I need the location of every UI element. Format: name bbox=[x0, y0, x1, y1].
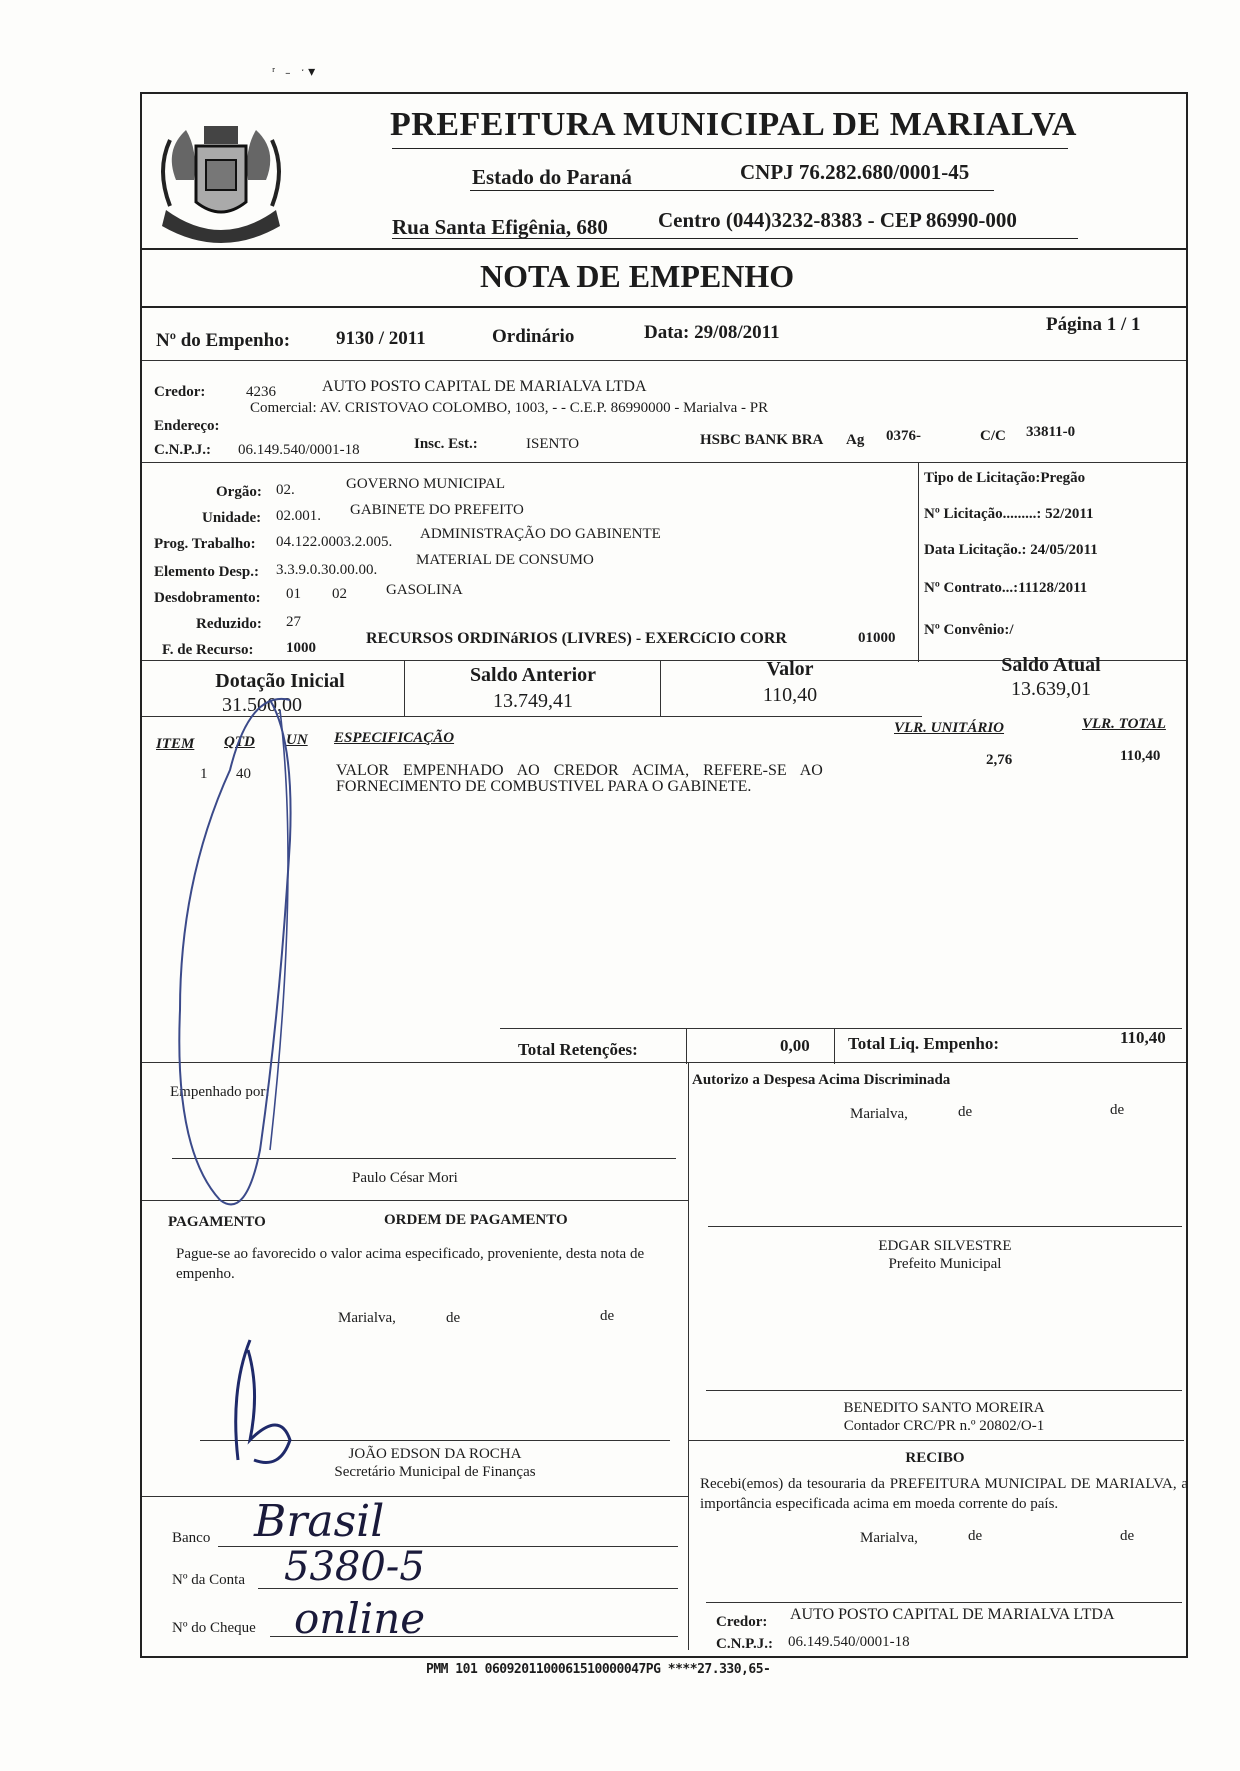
prog-label: Prog. Trabalho: bbox=[154, 536, 256, 552]
col-un: UN bbox=[286, 732, 308, 748]
desd-code-2: 02 bbox=[332, 586, 347, 602]
agency-number: 0376- bbox=[886, 428, 921, 444]
total-liq-value: 110,40 bbox=[1120, 1028, 1166, 1047]
doc-title: NOTA DE EMPENHO bbox=[480, 258, 795, 294]
valor-label: Valor bbox=[766, 658, 814, 680]
recibo-place: Marialva, bbox=[860, 1530, 918, 1546]
saldo-anterior-value: 13.749,41 bbox=[493, 690, 573, 712]
numero-convenio: Nº Convênio:/ bbox=[924, 622, 1014, 638]
saldo-anterior-label: Saldo Anterior bbox=[469, 664, 597, 686]
pagamento-text: Pague-se ao favorecido o valor acima especificado, proveniente, desta nota de empenho. bbox=[176, 1246, 645, 1282]
accountant-title: Contador CRC/PR n.º 20802/O-1 bbox=[843, 1418, 1045, 1434]
contact-line: Centro (044)3232-8383 - CEP 86990-000 bbox=[658, 208, 1017, 232]
unidade-name: GABINETE DO PREFEITO bbox=[350, 502, 524, 518]
pagamento-de-1: de bbox=[446, 1310, 461, 1326]
total-liq-label: Total Liq. Empenho: bbox=[848, 1034, 999, 1053]
autorizo-de-2: de bbox=[1110, 1102, 1125, 1118]
reduzido-label: Reduzido: bbox=[196, 616, 262, 632]
valor-value: 110,40 bbox=[762, 684, 818, 706]
credor-name: AUTO POSTO CAPITAL DE MARIALVA LTDA bbox=[322, 378, 647, 395]
page-mark: ʳ ˗ ˑ ▾ bbox=[272, 65, 316, 80]
empenhado-name: Paulo César Mori bbox=[352, 1170, 458, 1186]
pagamento-de-2: de bbox=[600, 1308, 615, 1324]
saldo-atual-value: 13.639,01 bbox=[1011, 678, 1091, 700]
ordem-label: ORDEM DE PAGAMENTO bbox=[384, 1212, 568, 1228]
orgao-code: 02. bbox=[276, 482, 295, 498]
empenho-number: 9130 / 2011 bbox=[336, 328, 426, 349]
agency-label: Ag bbox=[846, 432, 865, 448]
pagamento-label: PAGAMENTO bbox=[168, 1214, 266, 1230]
reduzido-code: 27 bbox=[286, 614, 301, 630]
recibo-cnpj: 06.149.540/0001-18 bbox=[788, 1634, 910, 1650]
recibo-label: RECIBO bbox=[905, 1450, 965, 1466]
item-desc-line2: FORNECIMENTO DE COMBUSTIVEL PARA O GABINETE. bbox=[336, 778, 752, 795]
autorizo-place: Marialva, bbox=[850, 1106, 908, 1122]
numero-licitacao: Nº Licitação.........: 52/2011 bbox=[924, 506, 1094, 522]
orgao-name: GOVERNO MUNICIPAL bbox=[346, 476, 506, 492]
unidade-code: 02.001. bbox=[276, 508, 321, 524]
col-total: VLR. TOTAL bbox=[1082, 716, 1166, 732]
desd-name: GASOLINA bbox=[386, 582, 463, 598]
recibo-de-1: de bbox=[968, 1528, 983, 1544]
col-espec: ESPECIFICAÇÃO bbox=[334, 730, 455, 746]
recibo-credor-label: Credor: bbox=[716, 1614, 768, 1630]
total-retencoes-value: 0,00 bbox=[780, 1036, 810, 1055]
credor-code: 4236 bbox=[246, 384, 276, 400]
col-item: ITEM bbox=[156, 736, 195, 752]
recibo-credor-name: AUTO POSTO CAPITAL DE MARIALVA LTDA bbox=[790, 1606, 1115, 1623]
autorizo-de-1: de bbox=[958, 1104, 973, 1120]
total-retencoes-label: Total Retenções: bbox=[518, 1040, 638, 1059]
recurso-code-2: 01000 bbox=[858, 630, 896, 646]
page-number: Página 1 / 1 bbox=[1046, 314, 1141, 335]
recurso-code: 1000 bbox=[286, 640, 316, 656]
address-label: Endereço: bbox=[154, 418, 220, 434]
banco-handwritten: Brasil bbox=[254, 1496, 385, 1547]
dotacao-label: Dotação Inicial bbox=[215, 670, 345, 692]
secretary-signature bbox=[220, 1330, 310, 1480]
elem-label: Elemento Desp.: bbox=[154, 564, 259, 580]
cheque-label: Nº do Cheque bbox=[172, 1620, 256, 1636]
prefeitura-title: PREFEITURA MUNICIPAL DE MARIALVA bbox=[390, 106, 1077, 143]
elem-code: 3.3.9.0.30.00.00. bbox=[276, 562, 378, 578]
account-label: C/C bbox=[980, 428, 1006, 444]
prog-name: ADMINISTRAÇÃO DO GABINENTE bbox=[420, 526, 661, 542]
signature-loop bbox=[150, 680, 310, 1220]
recibo-de-2: de bbox=[1120, 1528, 1135, 1544]
item-total-value: 110,40 bbox=[1120, 748, 1161, 764]
bank-name: HSBC BANK BRA bbox=[700, 432, 824, 448]
conta-handwritten: 5380-5 bbox=[284, 1544, 425, 1590]
account-number: 33811-0 bbox=[1026, 424, 1076, 440]
secretary-title: Secretário Municipal de Finanças bbox=[334, 1464, 536, 1480]
accountant-name: BENEDITO SANTO MOREIRA bbox=[843, 1400, 1045, 1416]
desd-code-1: 01 bbox=[286, 586, 301, 602]
empenho-date: Data: 29/08/2011 bbox=[644, 322, 780, 343]
orgao-label: Orgão: bbox=[216, 484, 262, 500]
credor-cnpj: 06.149.540/0001-18 bbox=[238, 442, 360, 458]
credor-insc: ISENTO bbox=[526, 436, 580, 452]
desd-label: Desdobramento: bbox=[154, 590, 261, 606]
prog-code: 04.122.0003.2.005. bbox=[276, 534, 393, 550]
mayor-name: EDGAR SILVESTRE bbox=[878, 1238, 1012, 1254]
col-unit: VLR. UNITÁRIO bbox=[894, 720, 1005, 736]
secretary-name: JOÃO EDSON DA ROCHA bbox=[348, 1446, 522, 1462]
empenhado-label: Empenhado por: bbox=[170, 1084, 270, 1100]
conta-label: Nº da Conta bbox=[172, 1572, 245, 1588]
item-number: 1 bbox=[200, 766, 208, 782]
elem-name: MATERIAL DE CONSUMO bbox=[416, 552, 594, 568]
empenho-label: Nº do Empenho: bbox=[156, 330, 291, 351]
recurso-label: F. de Recurso: bbox=[162, 642, 254, 658]
recurso-name: RECURSOS ORDINáRIOS (LIVRES) - EXERCíCIO CORR bbox=[366, 630, 787, 647]
recibo-text: Recebi(emos) da tesouraria da PREFEITURA MUNICIPAL DE MARIALVA, a importância especificada acima em moeda corrente do país. bbox=[700, 1476, 1188, 1512]
credor-address: Comercial: AV. CRISTOVAO COLOMBO, 1003, - - C.E.P. 86990000 - Marialva - PR bbox=[250, 400, 769, 416]
insc-label: Insc. Est.: bbox=[414, 436, 478, 452]
saldo-atual-label: Saldo Atual bbox=[1001, 654, 1101, 676]
autorizo-label: Autorizo a Despesa Acima Discriminada bbox=[692, 1072, 951, 1088]
pagamento-place: Marialva, bbox=[338, 1310, 396, 1326]
footer-code: PMM 101 0609201100061510000047PG ****27.330,65- bbox=[426, 1662, 771, 1677]
coat-of-arms-icon bbox=[146, 110, 296, 258]
banco-label: Banco bbox=[172, 1530, 211, 1546]
cnpj-label: C.N.P.J.: bbox=[154, 442, 211, 458]
cheque-handwritten: online bbox=[294, 1594, 426, 1643]
recibo-cnpj-label: C.N.P.J.: bbox=[716, 1636, 773, 1652]
state-name: Estado do Paraná bbox=[472, 165, 632, 189]
numero-contrato: Nº Contrato...:11128/2011 bbox=[924, 580, 1088, 596]
empenho-type: Ordinário bbox=[492, 326, 575, 347]
cnpj-header: CNPJ 76.282.680/0001-45 bbox=[740, 160, 970, 184]
item-unit-value: 2,76 bbox=[986, 752, 1013, 768]
dotacao-value: 31.500,00 bbox=[222, 694, 302, 716]
item-desc-line1: VALOR EMPENHADO AO CREDOR ACIMA, REFERE-SE AO bbox=[336, 762, 823, 779]
credor-label: Credor: bbox=[154, 384, 206, 400]
data-licitacao: Data Licitação.: 24/05/2011 bbox=[924, 542, 1098, 558]
mayor-title: Prefeito Municipal bbox=[888, 1256, 1002, 1272]
street-address: Rua Santa Efigênia, 680 bbox=[392, 215, 608, 239]
unidade-label: Unidade: bbox=[202, 510, 262, 526]
item-qtd: 40 bbox=[236, 766, 251, 782]
col-qtd: QTD bbox=[224, 734, 255, 750]
tipo-licitacao: Tipo de Licitação:Pregão bbox=[924, 470, 1086, 486]
